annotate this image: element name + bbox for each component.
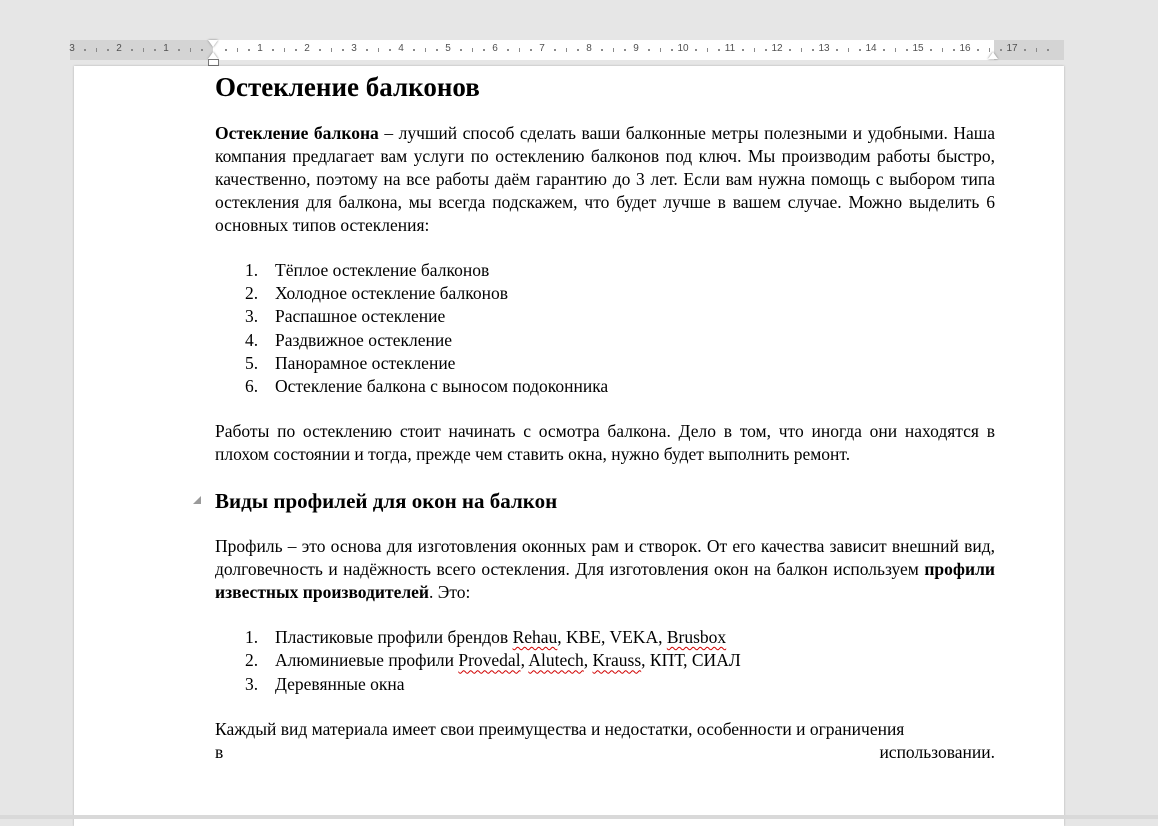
ruler-tick [107, 49, 109, 51]
spelling-error[interactable]: Rehau [512, 627, 558, 648]
ruler-tick [154, 49, 156, 51]
list-item: 4. Раздвижное остекление [245, 329, 453, 350]
ruler-tick [906, 49, 908, 51]
first-line-indent-marker[interactable] [208, 40, 218, 47]
ruler-tick [789, 49, 791, 51]
ruler-tick [460, 49, 462, 51]
ruler-number: 12 [771, 43, 783, 54]
ruler-tick [483, 49, 485, 51]
left-indent-marker[interactable] [208, 59, 219, 66]
ruler-tick [284, 48, 285, 52]
materials-paragraph: Каждый вид материала имеет свои преимущества и недостатки, особенности и ограничения в использовании. [215, 718, 995, 762]
list-item: 2. Алюминиевые профили Provedal, Alutech, Krauss, КПТ, СИАЛ [245, 650, 741, 671]
spelling-error[interactable]: Krauss [592, 650, 642, 671]
ruler-tick [201, 49, 203, 51]
list-item: 1. Тёплое остекление балконов [245, 260, 490, 280]
ruler-tick [930, 49, 932, 51]
ruler-tick [577, 49, 579, 51]
ruler-tick [613, 48, 614, 52]
ruler-tick [660, 48, 661, 52]
inspection-paragraph: Работы по остеклению стоит начинать с осмотра балкона. Дело в том, что иногда они находятся в плохом состоянии и тогда, прежде чем ставить окна, нужно будет выполнить ремонт. [215, 421, 995, 465]
ruler-tick [1047, 49, 1049, 51]
ruler-tick [648, 49, 650, 51]
ruler-number: 7 [539, 43, 545, 54]
ruler-tick [942, 48, 943, 52]
ruler-number: 14 [865, 43, 877, 54]
ruler-tick [742, 49, 744, 51]
ruler-tick [366, 49, 368, 51]
ruler-tick [812, 49, 814, 51]
ruler-tick [295, 49, 297, 51]
ruler-tick [718, 49, 720, 51]
ruler-tick [1000, 49, 1002, 51]
ruler-tick [96, 48, 97, 52]
ruler-number: 17 [1006, 43, 1018, 54]
ruler-number: 13 [818, 43, 830, 54]
ruler-tick [237, 48, 238, 52]
ruler-number: 16 [959, 43, 971, 54]
ruler-number: 6 [492, 43, 498, 54]
ruler-tick [859, 49, 861, 51]
ruler-tick [178, 49, 180, 51]
ruler-tick [248, 49, 250, 51]
ruler-tick [131, 49, 133, 51]
ruler-tick [883, 49, 885, 51]
document-body[interactable] [215, 66, 995, 764]
spelling-error[interactable]: Provedal [458, 650, 521, 671]
ruler-tick [895, 48, 896, 52]
ruler-number: 5 [445, 43, 451, 54]
ruler-number: 8 [586, 43, 592, 54]
ruler-tick [507, 49, 509, 51]
ruler-left-margin [70, 40, 213, 60]
spelling-error[interactable]: Brusbox [666, 627, 727, 648]
ruler-tick [472, 48, 473, 52]
hanging-indent-marker[interactable] [208, 52, 218, 59]
ruler-number: 1 [257, 43, 263, 54]
status-bar-edge [0, 815, 1158, 819]
ruler-tick [836, 49, 838, 51]
ruler-tick [554, 49, 556, 51]
ruler-tick [436, 49, 438, 51]
glazing-types-list [215, 259, 995, 398]
ruler-tick [601, 49, 603, 51]
ruler-number: 15 [912, 43, 924, 54]
ruler-tick [319, 49, 321, 51]
ruler-tick [519, 48, 520, 52]
ruler-tick [272, 49, 274, 51]
ruler-number: 9 [633, 43, 639, 54]
horizontal-ruler[interactable] [70, 40, 1064, 60]
ruler-tick [754, 48, 755, 52]
ruler-tick [624, 49, 626, 51]
ruler-tick [953, 49, 955, 51]
ruler-right-margin [994, 40, 1064, 60]
section-heading: Виды профилей для окон на балкон [215, 488, 995, 514]
ruler-number: 2 [304, 43, 310, 54]
list-item: 6. Остекление балкона с выносом подоконника [245, 376, 609, 397]
ruler-tick [378, 48, 379, 52]
ruler-number: 3 [69, 43, 75, 54]
ruler-tick [190, 48, 191, 52]
ruler-tick [425, 48, 426, 52]
list-item: 3. Распашное остекление [245, 306, 446, 327]
ruler-number: 3 [351, 43, 357, 54]
spelling-error[interactable]: Alutech [528, 650, 584, 671]
profile-paragraph: Профиль – это основа для изготовления оконных рам и створок. От его качества зависит внешний вид, долговечность и надёжность всего остекления. Для изготовления окон на балкон используем профили известных производителей. Это: [215, 536, 995, 603]
ruler-number: 4 [398, 43, 404, 54]
profiles-list [215, 626, 995, 696]
intro-bold: Остекление балкона [215, 123, 379, 143]
collapse-triangle-icon[interactable] [193, 496, 201, 504]
ruler-tick [1024, 49, 1026, 51]
intro-text: – лучший способ сделать ваши балконные метры полезными и удобными. Наша компания предлагает вам услуги по остеклению балконов под ключ. Мы производим работы быстро, качественно, поэтому на все работы даём гарантию до 3 лет. Если вам нужна помощь с выбором типа остекления для балкона, мы всегда подскажем, что будет лучше в вашем случае. Можно выделить 6 основных типов остекления: [215, 123, 995, 235]
ruler-tick [530, 49, 532, 51]
ruler-tick [225, 49, 227, 51]
ruler-number: 2 [116, 43, 122, 54]
ruler-tick [707, 48, 708, 52]
ruler-tick [848, 48, 849, 52]
ruler-tick [84, 49, 86, 51]
list-item: 2. Холодное остекление балконов [245, 283, 508, 304]
list-item: 5. Панорамное остекление [245, 352, 456, 373]
ruler-tick [389, 49, 391, 51]
list-item: 3. Деревянные окна [245, 673, 405, 694]
ruler-tick [695, 49, 697, 51]
right-indent-marker[interactable] [988, 52, 998, 59]
profile-bold: профили известных производителей [215, 559, 995, 603]
intro-paragraph [215, 122, 995, 237]
ruler-tick [413, 49, 415, 51]
ruler-tick [765, 49, 767, 51]
ruler-tick [671, 49, 673, 51]
ruler-number: 1 [163, 43, 169, 54]
ruler-number: 11 [724, 43, 736, 54]
ruler-tick [342, 49, 344, 51]
document-title: Остекление балконов [215, 72, 480, 102]
ruler-tick [977, 49, 979, 51]
list-item: 1. Пластиковые профили брендов Rehau, KBE, VEKA, Brusbox [245, 627, 727, 648]
ruler-tick [566, 48, 567, 52]
document-page[interactable] [74, 66, 1064, 826]
ruler-number: 10 [677, 43, 689, 54]
ruler-tick [801, 48, 802, 52]
ruler-tick [143, 48, 144, 52]
ruler-tick [331, 48, 332, 52]
ruler-tick [1036, 48, 1037, 52]
